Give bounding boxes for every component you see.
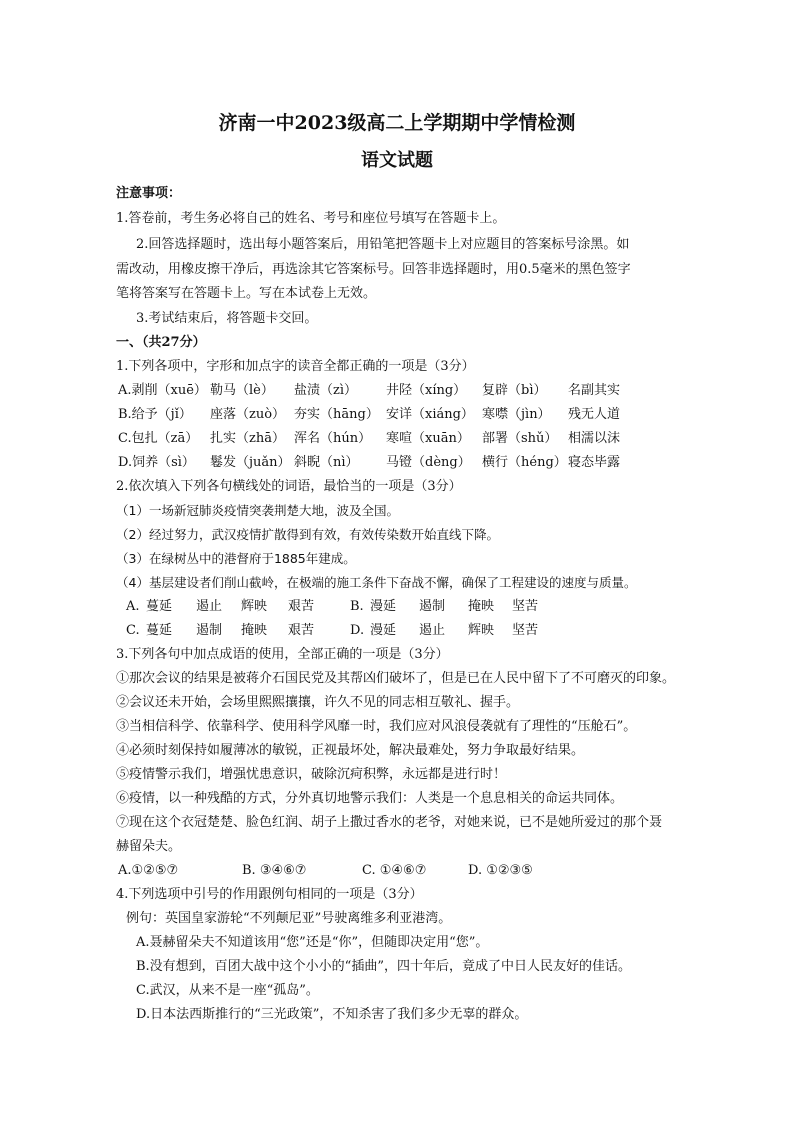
question-3-stem: 3.下列各句中加点成语的使用，全部正确的一项是（3分） — [116, 647, 449, 662]
option-term: B.给予（jǐ） — [118, 407, 192, 422]
question-3-item: ①那次会议的结果是被蒋介石国民党及其帮凶们破坏了，但是已在人民中留下了不可磨灭的印象。 — [116, 671, 676, 686]
option-term: 浑名（hún） — [294, 431, 372, 446]
option-term: 座落（zuò） — [210, 407, 286, 422]
question-3-item: 赫留朵夫。 — [116, 839, 182, 854]
question-4-option: D.日本法西斯推行的“三光政策”，不知杀害了我们多少无辜的群众。 — [136, 1007, 528, 1022]
option-term: 相濡以沫 — [568, 431, 621, 446]
note-line: 2.回答选择题时，选出每小题答案后，用铅笔把答题卡上对应题目的答案标号涂黑。如 — [136, 237, 630, 252]
question-1-option-d — [118, 454, 658, 472]
option-term: C.包扎（zā） — [118, 431, 199, 446]
question-3-item: ⑦现在这个衣冠楚楚、脸色红润、胡子上撒过香水的老爷，对她来说，已不是她所爱过的那个聂 — [116, 815, 663, 830]
option-term: 马镫（dèng） — [386, 455, 471, 470]
note-line: 笔将答案写在答题卡上。写在本试卷上无效。 — [116, 286, 377, 301]
exam-subject: 语文试题 — [361, 150, 433, 171]
option-choice: C. ①④⑥⑦ — [362, 863, 427, 878]
option-word: 坚苦 — [512, 599, 539, 614]
option-word: 漫延 — [370, 623, 397, 638]
section-heading: 一、（共27分） — [116, 335, 206, 350]
option-word: 遏止 — [196, 599, 223, 614]
option-word: 遏制 — [196, 623, 223, 638]
question-1-option-a — [118, 382, 658, 400]
option-term: 部署（shǔ） — [482, 431, 558, 446]
question-3-item: ⑥疫情，以一种残酷的方式，分外真切地警示我们：人类是一个息息相关的命运共同体。 — [116, 791, 624, 806]
option-word: 掩映 — [241, 623, 268, 638]
option-letter: D. — [350, 623, 365, 638]
note-line: 1.答卷前，考生务必将自己的姓名、考号和座位号填写在答题卡上。 — [116, 211, 506, 226]
question-1-option-b — [118, 406, 658, 424]
question-3-options — [118, 862, 538, 880]
option-term: 鬈发（juǎn） — [210, 455, 291, 470]
option-term: 安详（xiáng） — [386, 407, 474, 422]
option-word: 遏制 — [419, 599, 446, 614]
question-2-sentence: （2）经过努力，武汉疫情扩散得到有效，有效传染数开始直线下降。 — [116, 527, 499, 542]
question-4-option: B.没有想到，百团大战中这个小小的“插曲”，四十年后，竟成了中日人民友好的佳话。 — [136, 959, 631, 974]
question-2-options-row — [126, 622, 566, 640]
question-3-item: ⑤疫情警示我们，增强忧患意识，破除沉疴积弊，永远都是进行时！ — [116, 767, 507, 782]
question-4-option: A.聂赫留朵夫不知道该用“您”还是“你”，但随即决定用“您”。 — [136, 935, 489, 950]
option-term: 横行（héng） — [482, 455, 567, 470]
question-4-example: 例句：英国皇家游轮“不列颠尼亚”号驶离维多利亚港湾。 — [126, 911, 452, 926]
option-letter: B. — [350, 599, 364, 614]
note-line: 3.考试结束后，将答题卡交回。 — [136, 311, 318, 326]
option-term: 残无人道 — [568, 407, 621, 422]
option-letter: A. — [126, 599, 140, 614]
question-3-item: ③当相信科学、依靠科学、使用科学风靡一时，我们应对风浪侵袭就有了理性的“压舱石”。 — [116, 719, 637, 734]
option-term: A.剥削（xuē） — [118, 383, 207, 398]
option-word: 掩映 — [468, 599, 495, 614]
question-3-item: ②会议还未开始，会场里熙熙攘攘，许久不见的同志相互敬礼、握手。 — [116, 695, 520, 710]
option-word: 漫延 — [370, 599, 397, 614]
option-word: 艰苦 — [288, 623, 315, 638]
option-term: D.饲养（sì） — [118, 455, 195, 470]
option-term: 名副其实 — [568, 383, 621, 398]
question-1-option-c — [118, 430, 658, 448]
exam-title: 济南一中2023级高二上学期期中学情检测 — [218, 112, 576, 134]
option-term: 夯实（hāng） — [294, 407, 379, 422]
option-term: 寝态毕露 — [568, 455, 621, 470]
note-line: 需改动，用橡皮擦干净后，再选涂其它答案标号。回答非选择题时，用0.5毫米的黑色签字 — [116, 262, 631, 277]
option-choice: D. ①②③⑤ — [468, 863, 533, 878]
notes-heading: 注意事项： — [116, 186, 182, 201]
option-word: 遏止 — [419, 623, 446, 638]
option-term: 寒喧（xuān） — [386, 431, 470, 446]
option-choice: B. ③④⑥⑦ — [242, 863, 307, 878]
option-word: 辉映 — [241, 599, 268, 614]
option-term: 寒噤（jìn） — [482, 407, 551, 422]
option-word: 蔓延 — [146, 599, 173, 614]
option-word: 坚苦 — [512, 623, 539, 638]
option-choice: A.①②⑤⑦ — [118, 863, 179, 878]
option-term: 盐渍（zì） — [294, 383, 358, 398]
question-2-options-row — [126, 598, 566, 616]
question-2-sentence: （1）一场新冠肺炎疫情突袭荆楚大地，波及全国。 — [116, 503, 399, 518]
option-term: 勒马（lè） — [210, 383, 274, 398]
question-1-stem: 1.下列各项中，字形和加点字的读音全都正确的一项是（3分） — [116, 359, 475, 374]
question-2-stem: 2.依次填入下列各句横线处的词语，最恰当的一项是（3分） — [116, 479, 462, 494]
option-term: 复辟（bì） — [482, 383, 547, 398]
option-term: 井陉（xíng） — [386, 383, 467, 398]
question-2-sentence: （3）在绿树丛中的港督府于1885年建成。 — [116, 551, 356, 566]
option-term: 斜睨（nì） — [294, 455, 359, 470]
question-4-stem: 4.下列选项中引号的作用跟例句相同的一项是（3分） — [116, 887, 423, 902]
option-letter: C. — [126, 623, 140, 638]
option-word: 蔓延 — [146, 623, 173, 638]
option-term: 扎实（zhā） — [210, 431, 285, 446]
option-word: 艰苦 — [288, 599, 315, 614]
question-3-item: ④必须时刻保持如履薄冰的敏锐，正视最坏处，解决最难处，努力争取最好结果。 — [116, 743, 585, 758]
question-2-sentence: （4）基层建设者们削山截岭，在极端的施工条件下奋战不懈，确保了工程建设的速度与质量。 — [116, 575, 637, 590]
question-4-option: C.武汉，从来不是一座“孤岛”。 — [136, 983, 319, 998]
option-word: 辉映 — [468, 623, 495, 638]
